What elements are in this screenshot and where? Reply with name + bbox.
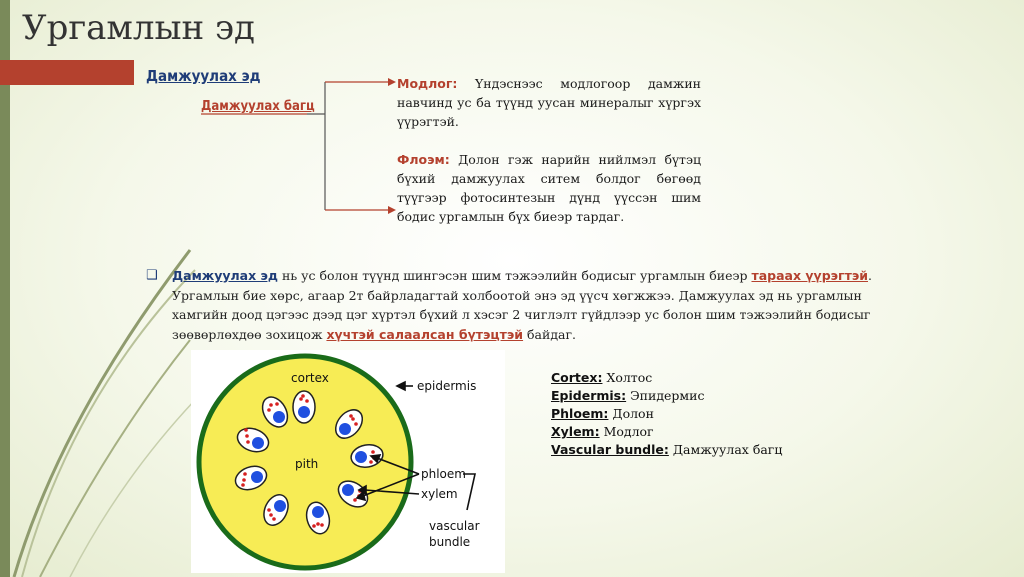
bundle-label: bundle — [429, 535, 471, 549]
legend-item-phloem — [551, 405, 782, 423]
vascular-bundle-label: Дамжуулах багц — [201, 99, 315, 114]
legend-value: Модлог — [603, 424, 654, 439]
paragraph-highlight-1: тараах үүрэгтэй — [751, 268, 868, 283]
phloem-definition — [397, 150, 701, 226]
legend-item-xylem — [551, 423, 782, 441]
paragraph-part-3: байдаг. — [523, 326, 577, 342]
legend-term: Vascular bundle: — [551, 442, 669, 457]
bracket-connector — [0, 0, 400, 230]
stem-diagram — [191, 350, 505, 573]
legend-term: Xylem: — [551, 424, 600, 439]
vascular-label: vascular — [429, 519, 480, 533]
legend-term: Epidermis: — [551, 388, 627, 403]
slide-title: Ургамлын эд — [22, 8, 255, 48]
phloem-label: phloem — [421, 467, 466, 481]
bullet-icon: ❑ — [146, 268, 158, 283]
epidermis-label: epidermis — [417, 379, 477, 393]
paragraph-part-1: нь ус болон түүнд шингэсэн шим тэжээлийн бодисыг ургамлын биеэр — [278, 268, 752, 283]
xylem-term: Модлог: — [397, 76, 458, 91]
legend-value: Долон — [612, 406, 654, 421]
paragraph-text — [172, 266, 876, 344]
term-legend — [551, 369, 782, 459]
legend-term: Cortex: — [551, 370, 603, 385]
cortex-label: cortex — [291, 371, 329, 385]
phloem-description: Долон гэж нарийн нийлмэл бүтэц бүхий дамжуулах ситем болдог бөгөөд түүгээр фотосинтезын дүнд үүссэн шим бодис ургамлын бүх биеэр тардаг. — [397, 152, 701, 224]
xylem-definition — [397, 74, 701, 131]
stem-cross-section-figure — [191, 350, 505, 573]
pith-label: pith — [295, 457, 319, 471]
phloem-term: Флоэм: — [397, 152, 450, 167]
legend-value: Холтос — [606, 370, 653, 385]
xylem-description: Үндэснээс модлогоор дамжин навчинд ус ба түүнд уусан минералыг хүргэх үүрэгтэй. — [397, 76, 701, 129]
legend-value: Дамжуулах багц — [672, 442, 783, 457]
main-paragraph — [146, 266, 876, 344]
legend-value: Эпидермис — [630, 388, 705, 403]
paragraph-highlight-2: хүчтэй салаалсан бүтэцтэй — [326, 326, 524, 342]
paragraph-part-2: . Ургамлын бие хөрс, агаар 2т байрладагтай холбоотой энэ эд үүсч хөгжжээ. Дамжуулах эд нь ургамлын хамгийн доод цэгээс дээд цэг хүртэл бүхий л хэсэг 2 чиглэлт гүйдлээр ус болон шим тэжээлийн бодисыг зөөвөрлөхдөө зохицож — [172, 268, 872, 342]
paragraph-lead: Дамжуулах эд — [172, 268, 279, 283]
legend-item-epidermis — [551, 387, 782, 405]
legend-term: Phloem: — [551, 406, 609, 421]
legend-item-vascular-bundle — [551, 441, 782, 459]
xylem-label: xylem — [421, 487, 458, 501]
section-heading: Дамжуулах эд — [146, 67, 261, 85]
legend-item-cortex — [551, 369, 782, 387]
